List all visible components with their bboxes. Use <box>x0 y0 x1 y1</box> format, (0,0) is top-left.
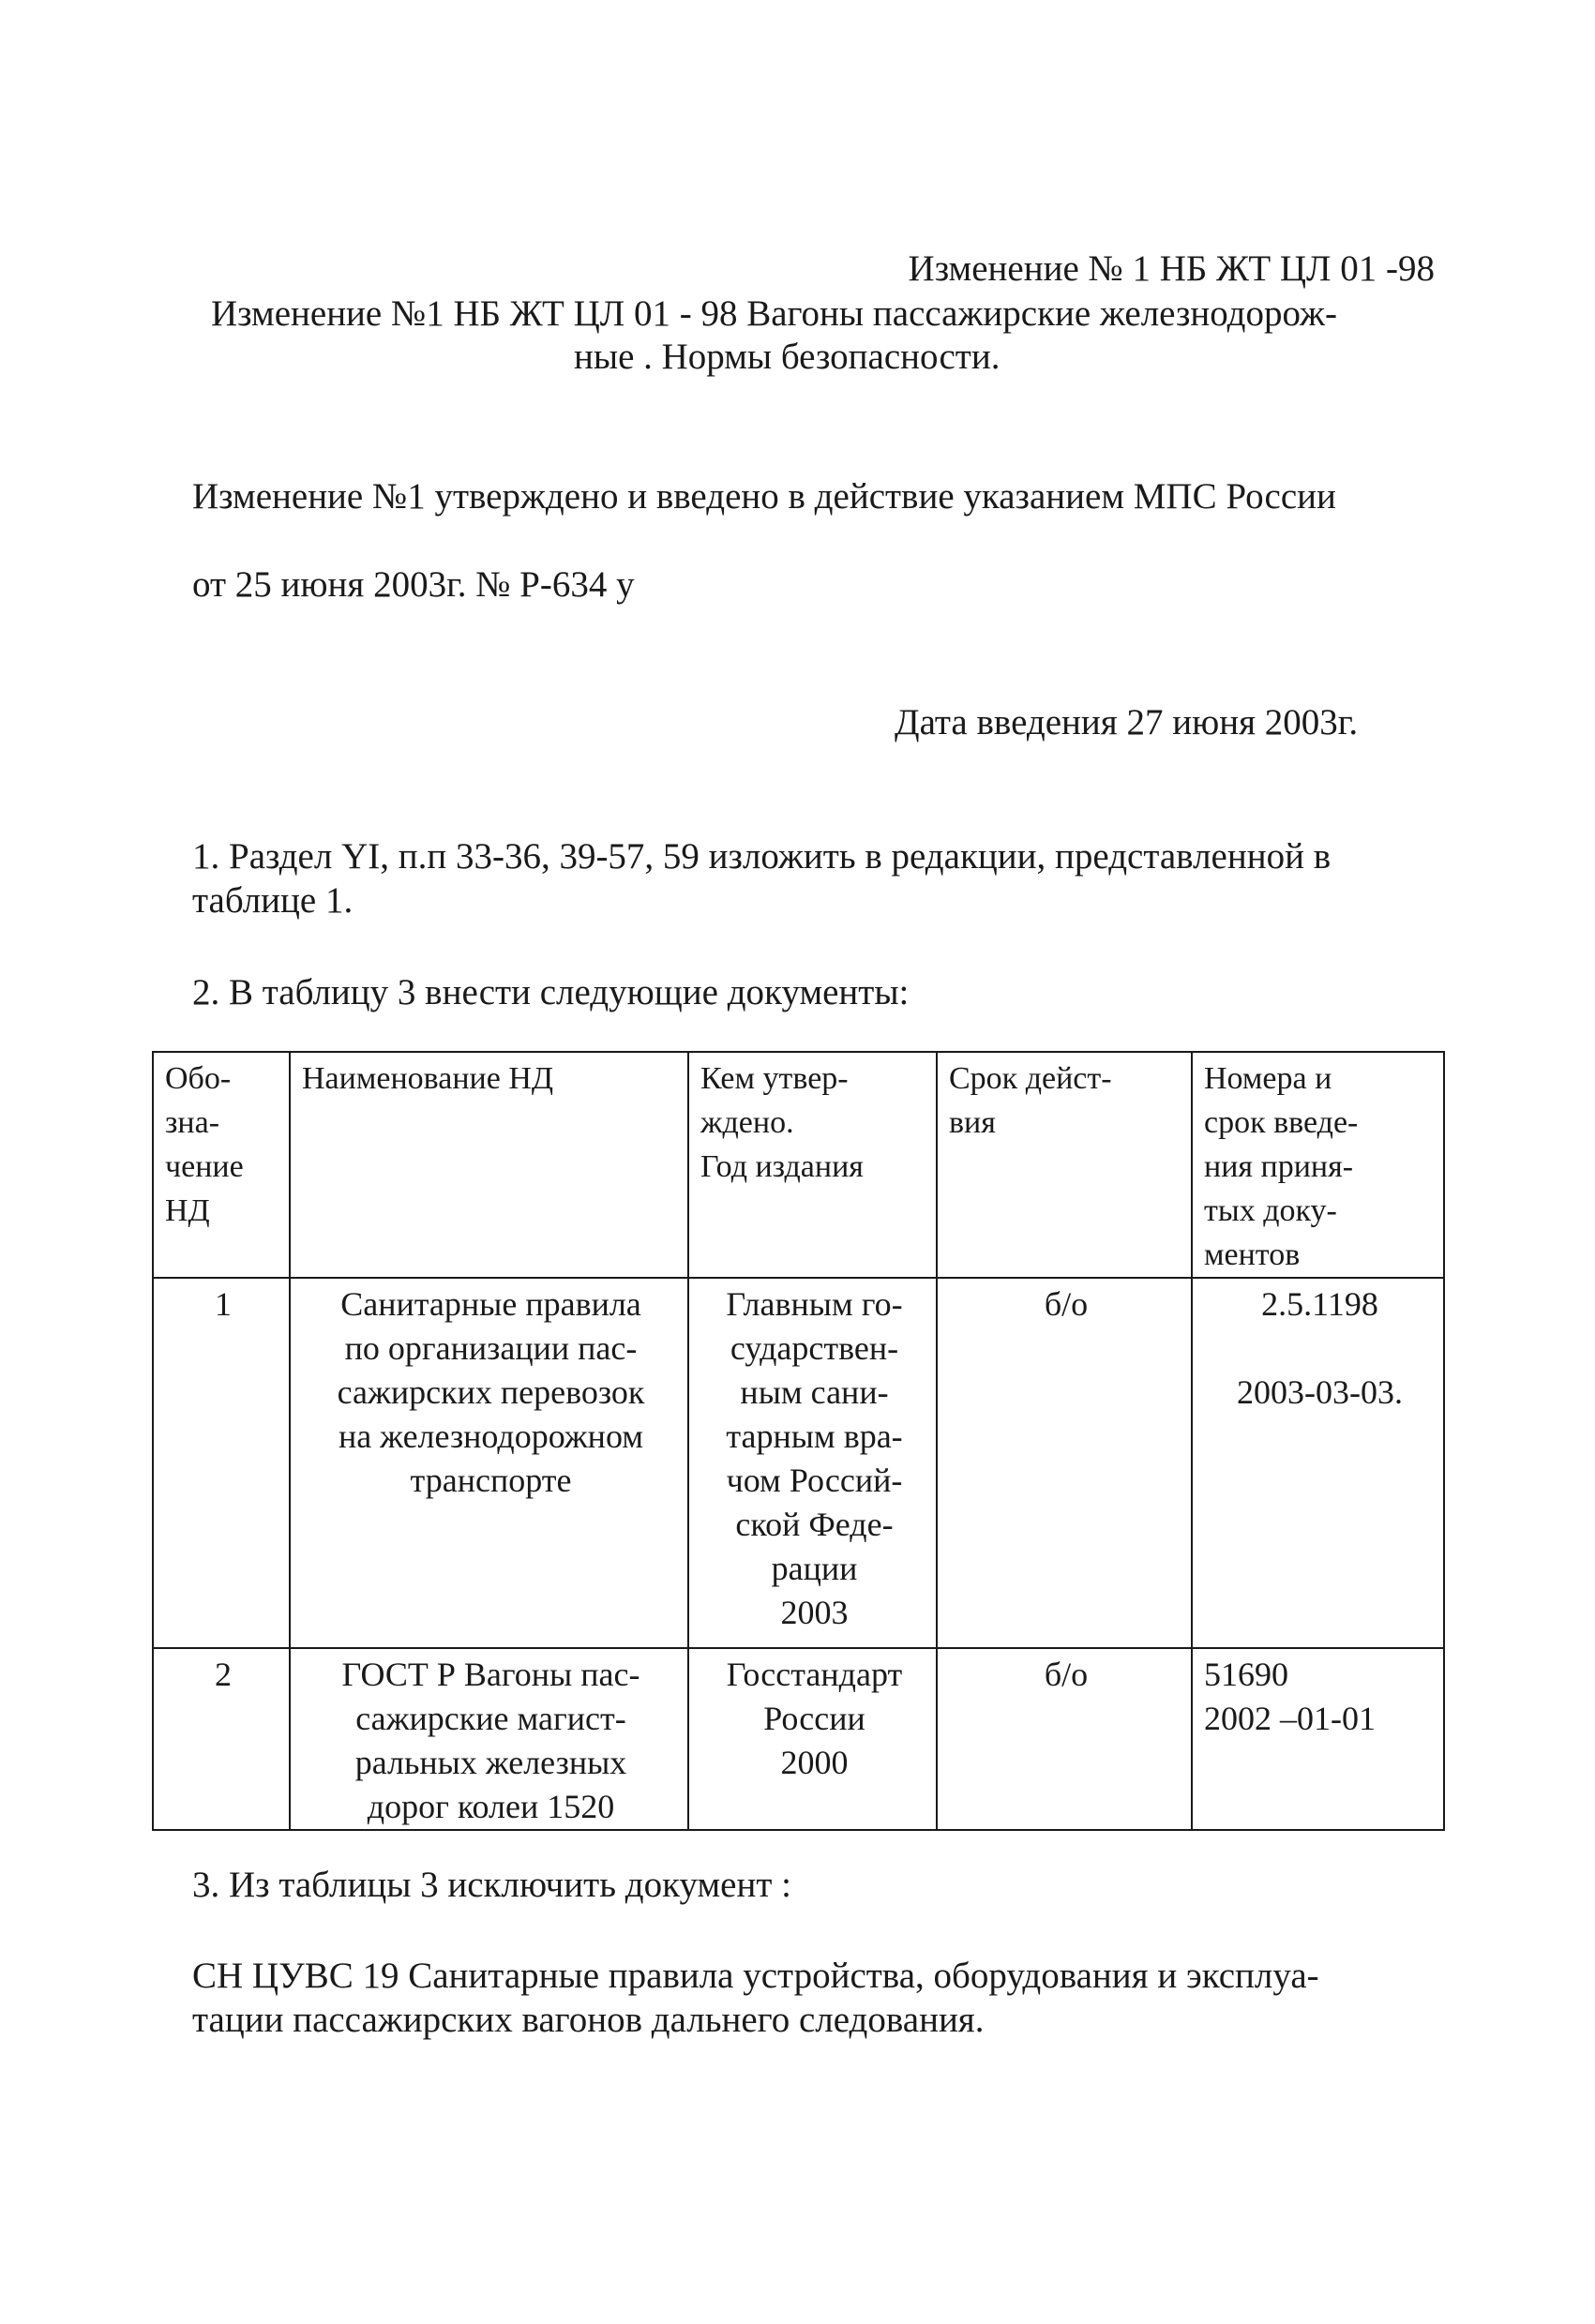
row-1-number: 2.5.1198 <box>1261 1285 1378 1323</box>
header-designation: Обо- зна- чение НД <box>153 1052 290 1278</box>
row-1-validity: б/о <box>937 1278 1192 1648</box>
item-2: 2. В таблицу 3 внести следующие документы: <box>192 972 910 1012</box>
header-line-3: ные . Нормы безопасности. <box>574 337 1001 377</box>
row-2-number: 51690 <box>1204 1656 1288 1693</box>
row-2-validity: б/о <box>937 1648 1192 1830</box>
row-2-date: 2002 –01-01 <box>1204 1700 1376 1737</box>
header-validity: Срок дейст- вия <box>937 1052 1192 1278</box>
approval-line-2: от 25 июня 2003г. № Р-634 у <box>192 564 635 605</box>
table-row <box>153 1648 1444 1830</box>
documents-table <box>152 1051 1445 1831</box>
excluded-line-2: тации пассажирских вагонов дальнего следования. <box>192 2000 985 2040</box>
row-2-numbers <box>1192 1648 1444 1830</box>
excluded-line-1: СН ЦУВС 19 Санитарные правила устройства, оборудования и эксплуа- <box>192 1956 1319 1996</box>
approval-line-1: Изменение №1 утверждено и введено в действие указанием МПС России <box>192 476 1336 517</box>
header-line-2: Изменение №1 НБ ЖТ ЦЛ 01 - 98 Вагоны пассажирские железнодорож- <box>211 293 1337 334</box>
item-1-line-2: таблице 1. <box>192 880 354 921</box>
row-2-designation: 2 <box>153 1648 290 1830</box>
table-row <box>153 1278 1444 1648</box>
row-2-name: ГОСТ Р Вагоны пас- сажирские магист- ральных железных дорог колеи 1520 <box>290 1648 688 1830</box>
header-name: Наименование НД <box>290 1052 688 1278</box>
row-2-approved: Госстандарт России 2000 <box>688 1648 937 1830</box>
row-1-name: Санитарные правила по организации пас- сажирских перевозок на железнодорожном транспорте <box>290 1278 688 1648</box>
item-3: 3. Из таблицы 3 исключить документ : <box>192 1865 791 1905</box>
row-1-approved: Главным го- сударствен- ным сани- тарным вра- чом Россий- ской Феде- рации 2003 <box>688 1278 937 1648</box>
item-1-line-1: 1. Раздел YI, п.п 33-36, 39-57, 59 изложить в редакции, представленной в <box>192 836 1332 877</box>
row-1-designation: 1 <box>153 1278 290 1648</box>
row-1-numbers <box>1192 1278 1444 1648</box>
header-line-1: Изменение № 1 НБ ЖТ ЦЛ 01 -98 <box>908 248 1435 289</box>
row-1-date: 2003-03-03. <box>1237 1373 1403 1411</box>
header-approved: Кем утвер- ждено. Год издания <box>688 1052 937 1278</box>
intro-date: Дата введения 27 июня 2003г. <box>895 702 1359 742</box>
header-numbers: Номера и срок введе- ния приня- тых доку- ментов <box>1192 1052 1444 1278</box>
table-header-row <box>153 1052 1444 1278</box>
